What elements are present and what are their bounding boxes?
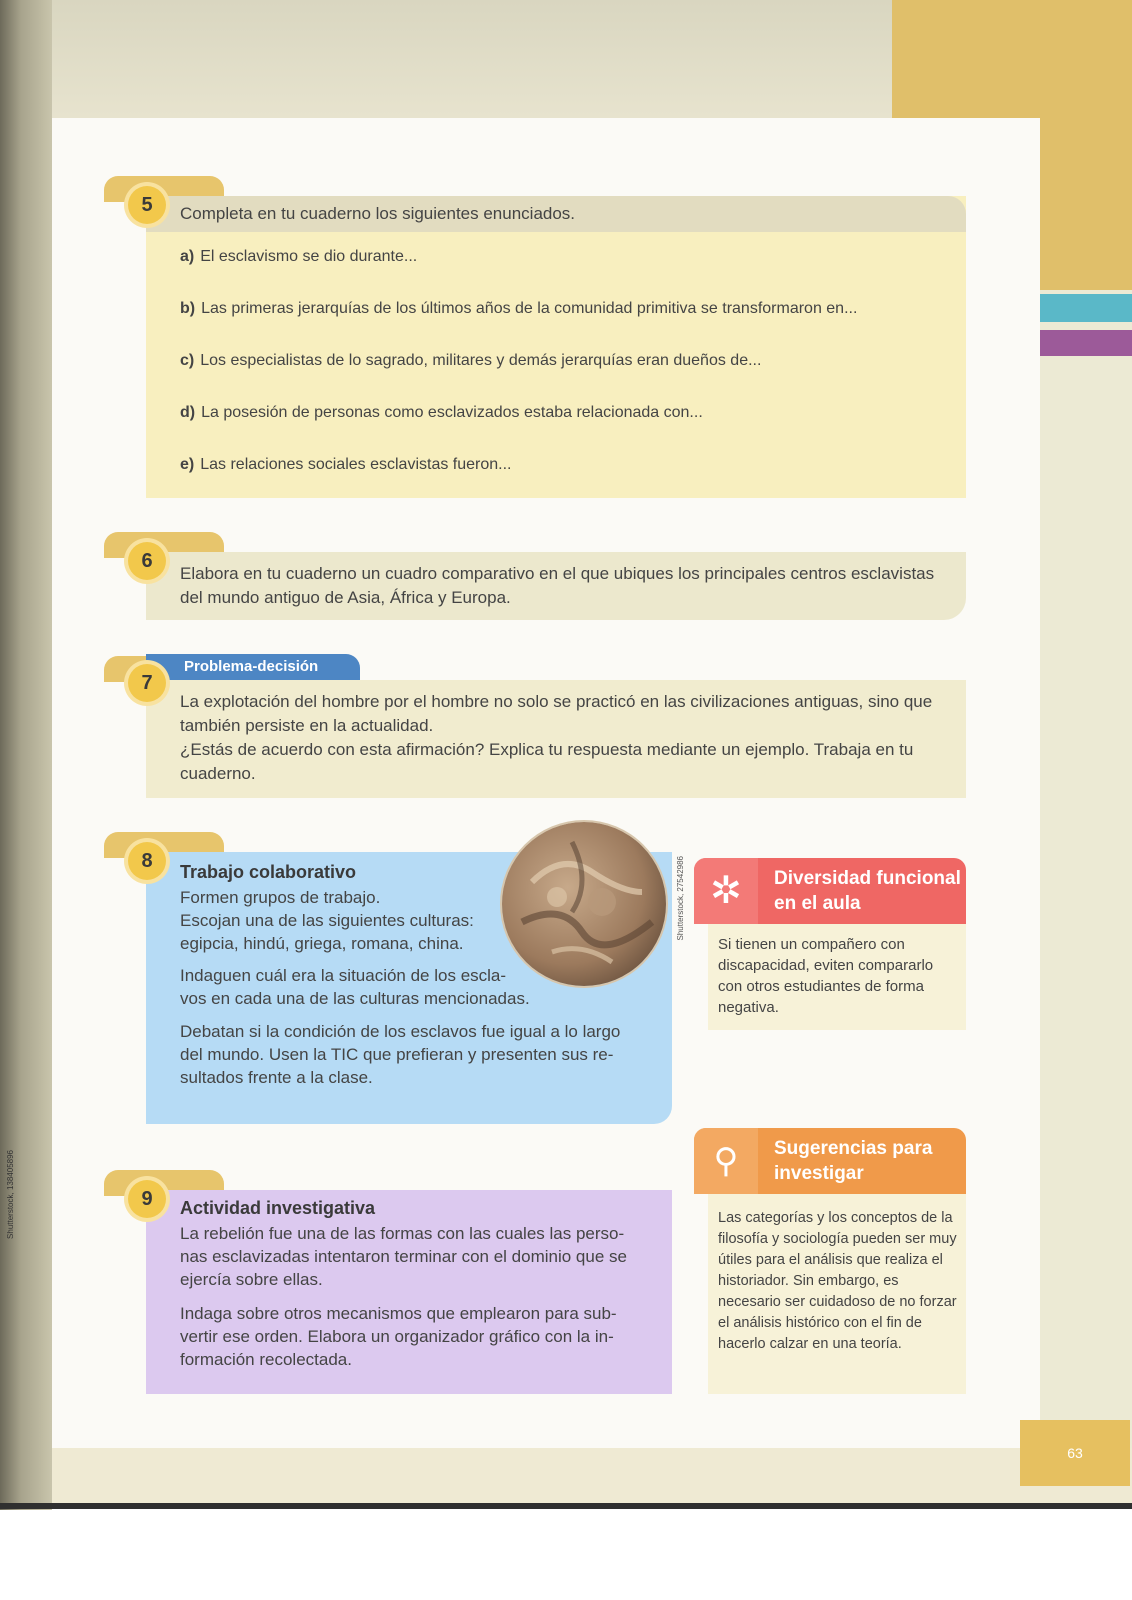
activity-6-number: 6: [128, 542, 166, 580]
activity-8-line: Indaguen cuál era la situación de los escla-: [180, 966, 507, 985]
diversity-title: Diversidad funcional en el aula: [774, 868, 961, 914]
activity-9-line: formación recolectada.: [180, 1350, 352, 1369]
magnifier-icon: ⚲: [694, 1128, 758, 1194]
item-text: Las primeras jerarquías de los últimos años de la comunidad primitiva se transformaron en...: [201, 300, 858, 317]
activity-8-line: egipcia, hindú, griega, romana, china.: [180, 934, 464, 953]
activity-8-title: Trabajo colaborativo: [180, 862, 357, 882]
activity-5-item-b: [180, 300, 857, 318]
activity-8-number: 8: [128, 842, 166, 880]
item-text: Las relaciones sociales esclavistas fueron...: [200, 456, 512, 473]
activity-8-line: vos en cada una de las culturas mencionadas.: [180, 989, 530, 1008]
item-letter: b): [180, 300, 196, 317]
bottom-band: [52, 1448, 1132, 1506]
activity-8-line: Debatan si la condición de los esclavos fue igual a lo largo: [180, 1022, 621, 1041]
activity-5-item-e: [180, 456, 512, 474]
activity-8-line: Formen grupos de trabajo.: [180, 888, 381, 907]
activity-9-line: nas esclavizadas intentaron terminar con el dominio que se: [180, 1247, 627, 1266]
suggestions-box: [708, 1194, 966, 1394]
activity-9-number: 9: [128, 1180, 166, 1218]
item-letter: c): [180, 352, 195, 369]
side-credit: Shutterstock, 138405896: [6, 1150, 15, 1239]
activity-7-text: [180, 690, 960, 786]
image-credit: Shutterstock, 27542986: [676, 856, 685, 941]
activity-9: [146, 1190, 672, 1394]
activity-6-text: Elabora en tu cuaderno un cuadro comparativo en el que ubiques los principales centros esclavistas del mundo antiguo de Asia, África y Europa.: [180, 564, 935, 607]
item-text: El esclavismo se dio durante...: [200, 248, 418, 265]
page-number: 63: [1020, 1420, 1130, 1486]
activity-9-title: Actividad investigativa: [180, 1198, 376, 1218]
activity-5-item-c: [180, 352, 761, 370]
activity-8-line: Escojan una de las siguientes culturas:: [180, 911, 474, 930]
relief-coin-image: [502, 822, 666, 986]
suggestions-text: Las categorías y los conceptos de la filosofía y sociología pueden ser muy útiles para el análisis que realiza el historiador. Sin embargo, es necesario ser cuidadoso de no forzar el análisis histórico con el fin de hacerlo calzar en una teoría.: [718, 1210, 957, 1352]
item-letter: d): [180, 404, 196, 421]
activity-5-item-a: [180, 248, 417, 266]
activity-8-line: del mundo. Usen la TIC que prefieran y presenten sus re-: [180, 1045, 614, 1064]
activity-5-item-d: [180, 404, 703, 422]
relief-texture: [502, 822, 666, 986]
activity-7-statement: La explotación del hombre por el hombre no solo se practicó en las civilizaciones antiguas, sino que también persiste en la actualidad.: [180, 692, 933, 735]
activity-9-line: ejercía sobre ellas.: [180, 1270, 323, 1289]
item-letter: a): [180, 248, 195, 265]
right-margin-strip: [1040, 290, 1132, 1500]
activity-7-number: 7: [128, 664, 166, 702]
book-spine: [0, 0, 52, 1510]
suggestions-title: Sugerencias para investigar: [774, 1138, 933, 1184]
activity-5-prompt: Completa en tu cuaderno los siguientes enunciados.: [180, 204, 576, 223]
item-text: La posesión de personas como esclavizados estaba relacionada con...: [201, 404, 703, 421]
activity-9-line: vertir ese orden. Elabora un organizador gráfico con la in-: [180, 1327, 614, 1346]
item-letter: e): [180, 456, 195, 473]
activity-8-line: sultados frente a la clase.: [180, 1068, 373, 1087]
bottom-edge: [0, 1503, 1132, 1509]
activity-7-question: ¿Estás de acuerdo con esta afirmación? Explica tu respuesta mediante un ejemplo. Trabaja en tu cuaderno.: [180, 740, 914, 783]
activity-6: [146, 552, 966, 620]
item-text: Los especialistas de lo sagrado, militares y demás jerarquías eran dueños de...: [200, 352, 762, 369]
activity-9-line: La rebelión fue una de las formas con las cuales las perso-: [180, 1224, 625, 1243]
activity-5: [146, 196, 966, 498]
teal-marker: [1040, 294, 1132, 322]
activity-5-number: 5: [128, 186, 166, 224]
diversity-box: [708, 924, 966, 1030]
flower-icon: ✲: [694, 858, 758, 924]
magenta-marker: [1040, 330, 1132, 356]
activity-9-line: Indaga sobre otros mecanismos que emplearon para sub-: [180, 1304, 617, 1323]
activity-7-tag: Problema-decisión: [146, 654, 360, 680]
top-band: [52, 0, 892, 125]
diversity-text: Si tienen un compañero con discapacidad, eviten compararlo con otros estudiantes de forma negativa.: [718, 936, 934, 1016]
activity-7: [146, 680, 966, 798]
